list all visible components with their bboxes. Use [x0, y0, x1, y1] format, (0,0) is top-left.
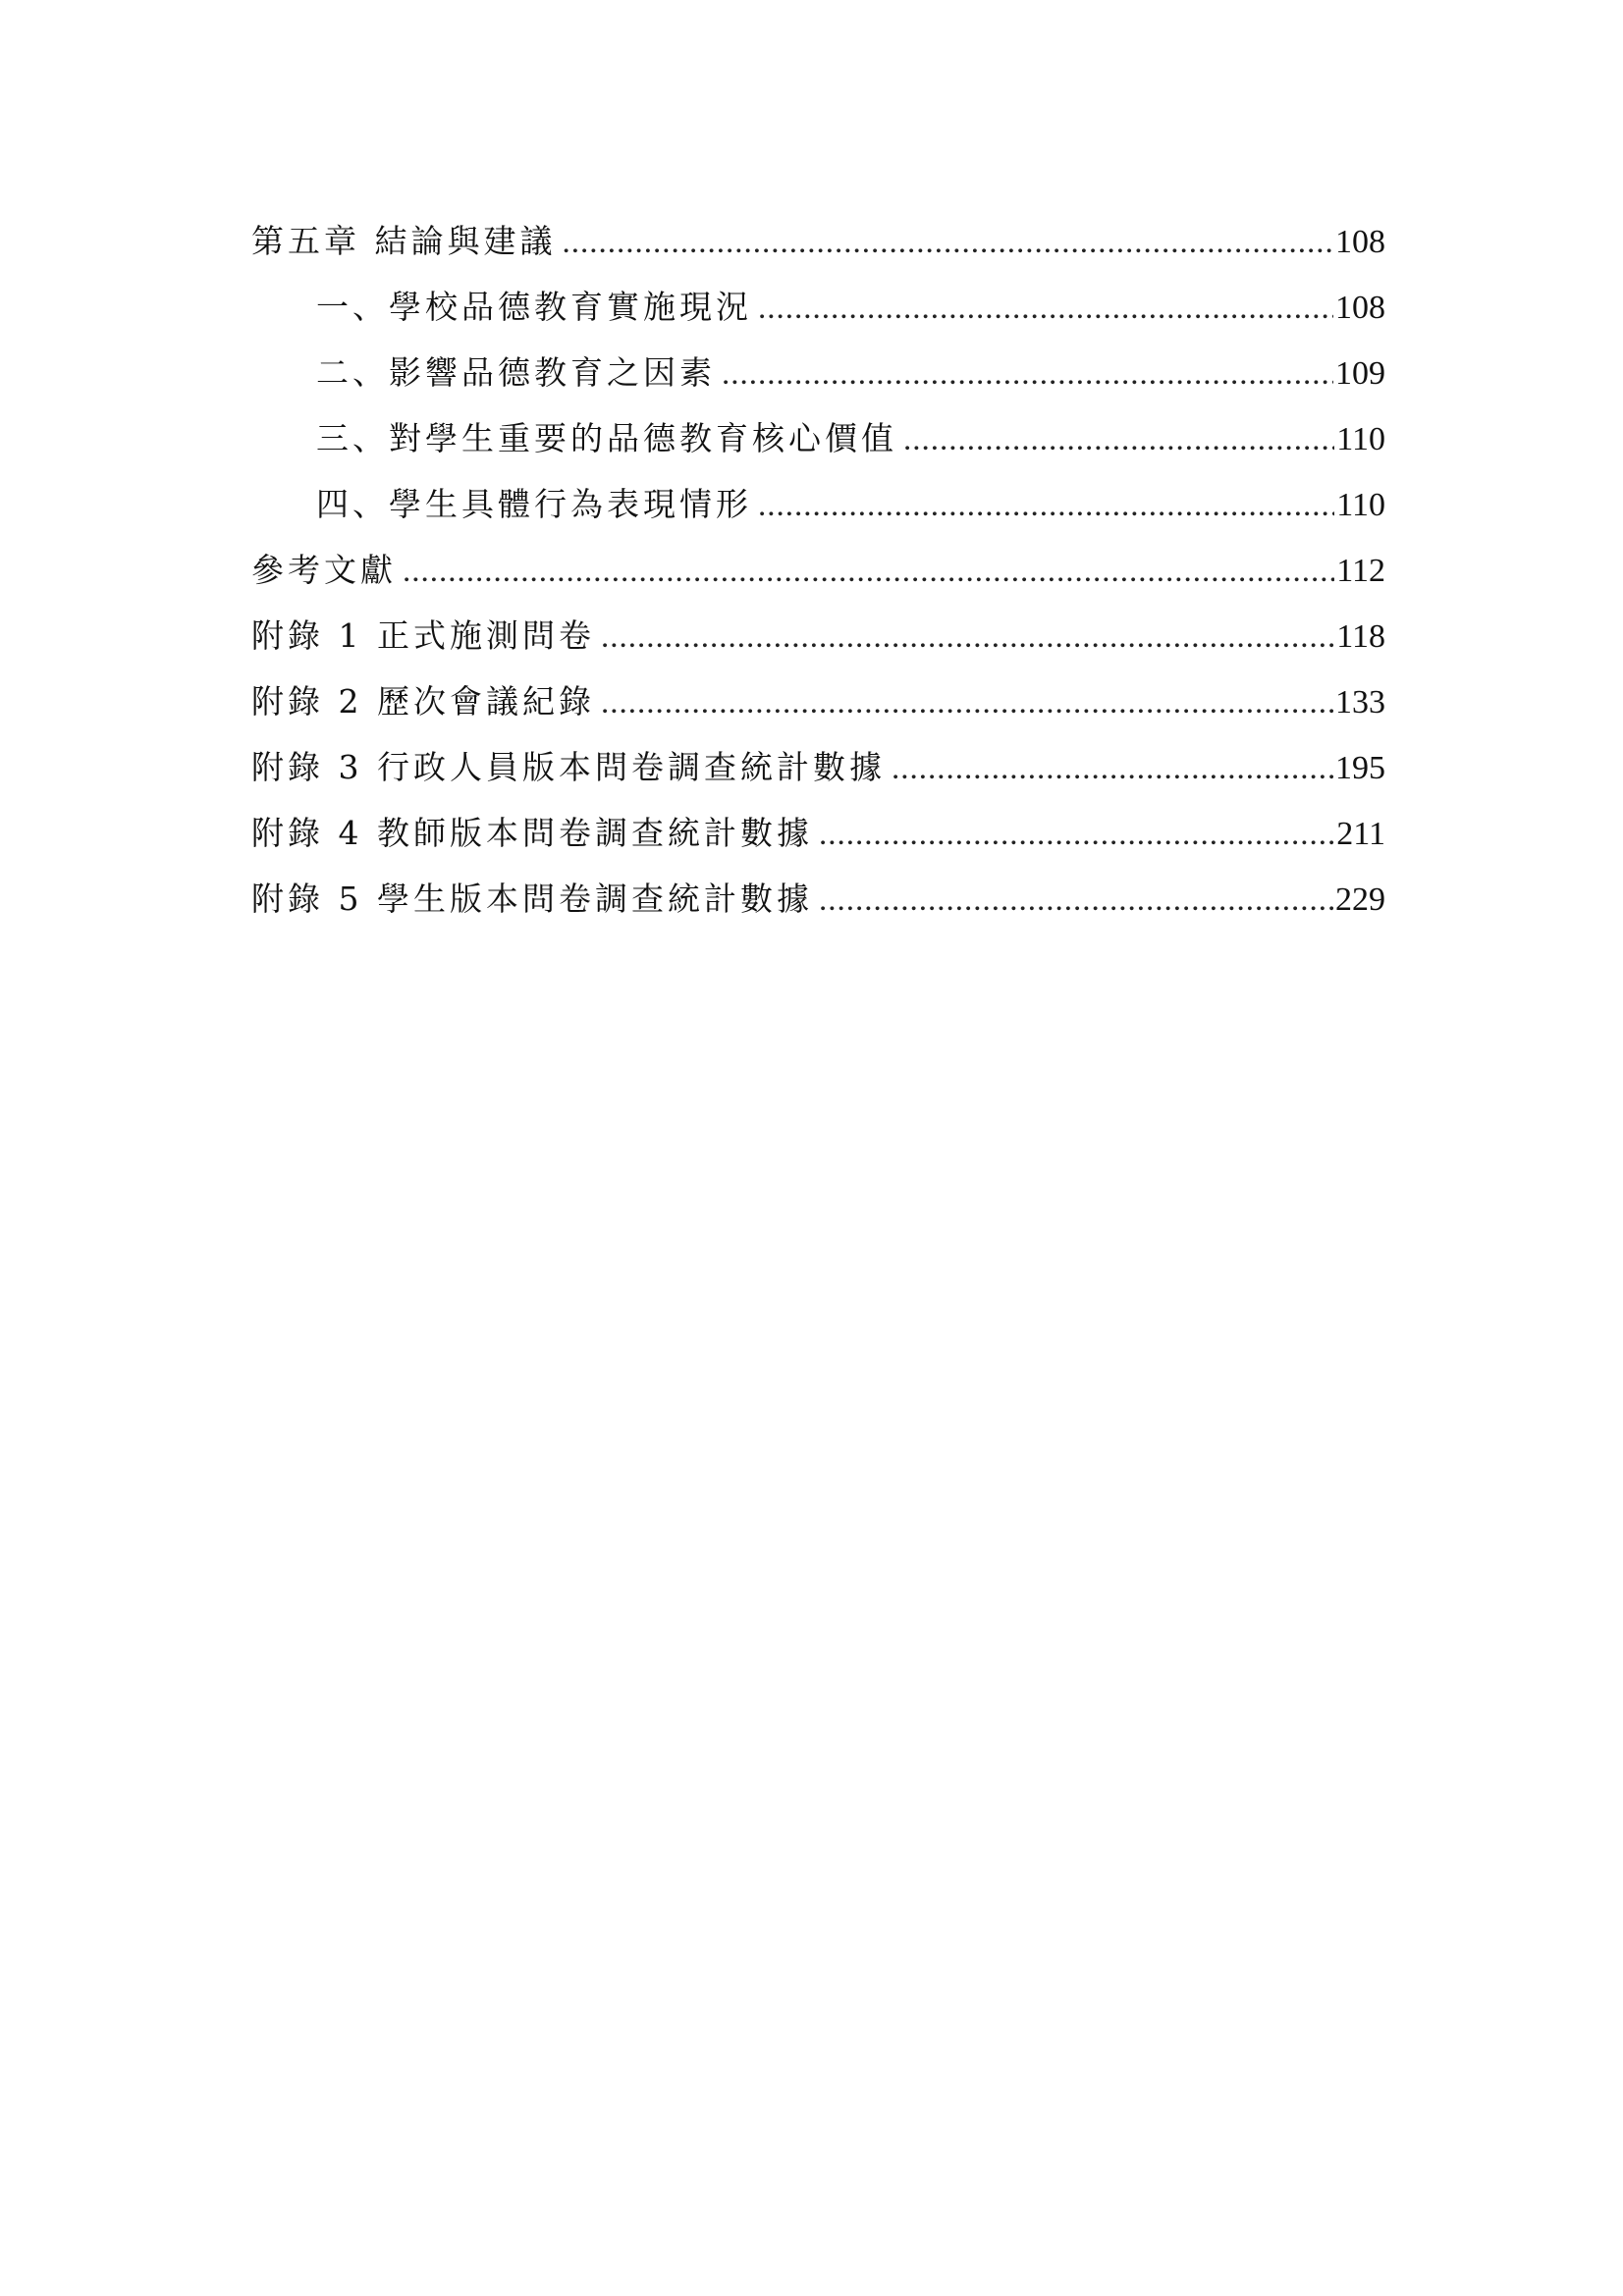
- toc-dot-leader: [819, 802, 1334, 868]
- toc-entry-section-4[interactable]: [251, 471, 1385, 537]
- toc-page-number: 211: [1336, 816, 1385, 852]
- toc-entry-appendix-2[interactable]: [251, 668, 1385, 734]
- toc-entry-label: 一、學校品德教育實施現況: [316, 288, 752, 326]
- toc-entry-label: 附錄 5 學生版本問卷調查統計數據: [251, 880, 813, 918]
- toc-dot-leader: [601, 605, 1334, 670]
- toc-entry-label: 附錄 1 正式施測問卷: [251, 616, 595, 655]
- toc-entry-label: 三、對學生重要的品德教育核心價值: [316, 419, 897, 457]
- toc-page-number: 110: [1336, 487, 1385, 523]
- toc-entry-appendix-5[interactable]: [251, 866, 1385, 932]
- toc-page-number: 108: [1335, 224, 1385, 260]
- toc-dot-leader: [903, 407, 1334, 473]
- toc-entry-label: 附錄 2 歷次會議紀錄: [251, 682, 595, 721]
- toc-dot-leader: [758, 276, 1333, 342]
- toc-page-number: 133: [1335, 684, 1385, 721]
- toc-dot-leader: [403, 539, 1334, 605]
- toc-dot-leader: [722, 342, 1333, 407]
- toc-dot-leader: [819, 868, 1333, 934]
- toc-page-number: 195: [1335, 750, 1385, 786]
- toc-page-number: 110: [1336, 421, 1385, 457]
- toc-entry-appendix-1[interactable]: [251, 603, 1385, 668]
- toc-entry-label: 附錄 4 教師版本問卷調查統計數據: [251, 814, 813, 852]
- toc-dot-leader: [758, 473, 1334, 539]
- toc-entry-label: 參考文獻: [251, 551, 397, 589]
- toc-dot-leader: [892, 736, 1333, 802]
- toc-entry-section-2[interactable]: [251, 340, 1385, 405]
- table-of-contents: [251, 208, 1385, 932]
- toc-page-number: 112: [1336, 553, 1385, 589]
- toc-entry-references[interactable]: [251, 537, 1385, 603]
- toc-page-number: 109: [1335, 355, 1385, 392]
- toc-page-number: 108: [1335, 290, 1385, 326]
- toc-page-number: 229: [1335, 881, 1385, 918]
- toc-entry-label: 四、學生具體行為表現情形: [316, 485, 752, 523]
- toc-entry-label: 二、影響品德教育之因素: [316, 353, 716, 392]
- toc-entry-section-3[interactable]: [251, 405, 1385, 471]
- toc-dot-leader: [563, 210, 1334, 276]
- toc-entry-section-1[interactable]: [251, 274, 1385, 340]
- toc-entry-label: 附錄 3 行政人員版本問卷調查統計數據: [251, 748, 886, 786]
- toc-entry-chapter-5[interactable]: [251, 208, 1385, 274]
- toc-dot-leader: [601, 670, 1333, 736]
- toc-entry-label: 第五章 結論與建議: [251, 222, 557, 260]
- toc-entry-appendix-3[interactable]: [251, 734, 1385, 800]
- toc-entry-appendix-4[interactable]: [251, 800, 1385, 866]
- toc-page-number: 118: [1336, 618, 1385, 655]
